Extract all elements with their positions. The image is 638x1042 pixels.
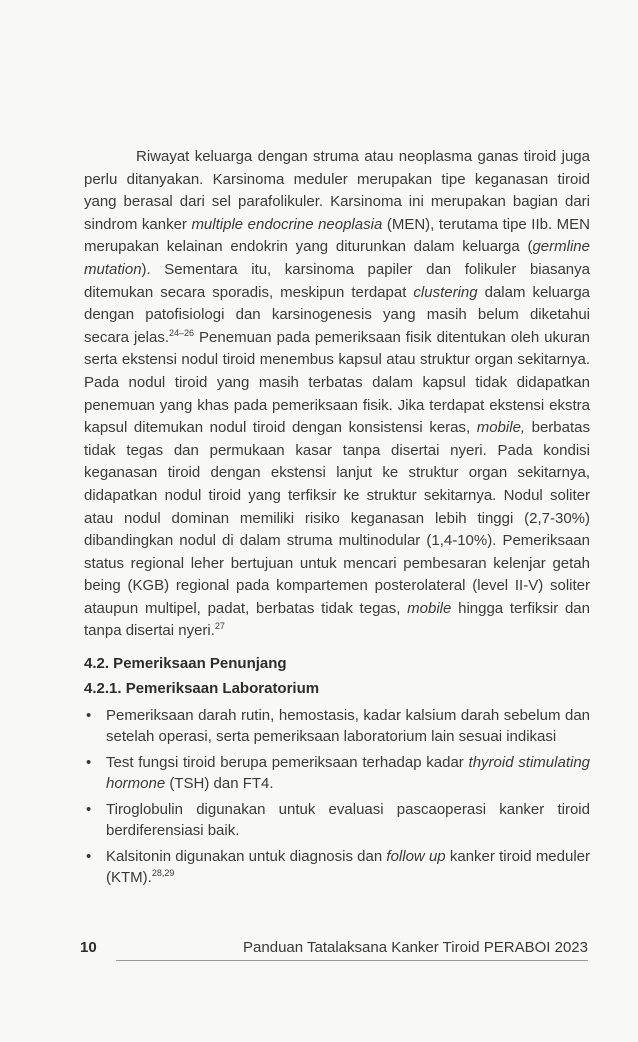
bullet-icon: •: [86, 707, 92, 724]
list-item: [84, 752, 590, 794]
list-item: [84, 799, 590, 841]
list-item-text: (TSH) dan FT4.: [165, 775, 274, 792]
list-item: [84, 705, 590, 747]
running-footer-title: Panduan Tatalaksana Kanker Tiroid PERABOI 2023: [243, 939, 588, 956]
citation-ref: 27: [214, 621, 225, 632]
subsection-heading: 4.2.1. Pemeriksaan Laboratorium: [84, 680, 320, 697]
paragraph-text: hingga terfiksir dan tanpa disertai nyeri.: [84, 599, 590, 640]
paragraph-italic-term: germline mutation: [84, 238, 590, 278]
citation-ref: 24–26: [169, 327, 195, 338]
paragraph-italic-term: mobile,: [476, 419, 526, 437]
paragraph-italic-term: mobile: [407, 599, 452, 617]
section-heading: 4.2. Pemeriksaan Penunjang: [84, 655, 287, 672]
paragraph-text: berbatas tidak tegas dan permukaan kasar tanpa disertai nyeri. Pada kondisi keganasan tiroid dengan ekstensi lanjut ke struktur organ sekitarnya, didapatkan nodul tiroid yang terfiksir ke struktur sekitarnya. Nodul soliter atau nodul dominan memiliki risiko keganasan lebih tinggi (2,7-30%) dibandingkan nodul di dalam struma multinodular (1,4-10%). Pemeriksaan status regional leher bertujuan untuk mencari pembesaran kelenjar getah being (KGB) regional pada kompartemen posterolateral (level II-V) soliter ataupun multipel, padat, berbatas tidak tegas,: [84, 419, 590, 617]
paragraph-italic-term: multiple endocrine neoplasia: [191, 215, 383, 233]
list-item-text: Test fungsi tiroid berupa pemeriksaan terhadap kadar: [106, 754, 469, 771]
list-item-text: Pemeriksaan darah rutin, hemostasis, kadar kalsium darah sebelum dan setelah operasi, serta pemeriksaan laboratorium lain sesuai indikasi: [106, 707, 590, 745]
bullet-list: [84, 705, 590, 893]
list-item-text: Kalsitonin digunakan untuk diagnosis dan: [106, 848, 387, 865]
list-item-text: kanker tiroid meduler (KTM).: [106, 848, 591, 886]
list-item-italic-term: thyroid stimulating hormone: [106, 754, 591, 792]
paragraph-text: dalam keluarga dengan patofisiologi dan karsinogenesis yang masih belum diketahui secara jelas.: [84, 283, 591, 346]
list-item-text: Tiroglobulin digunakan untuk evaluasi pascaoperasi kanker tiroid berdiferensiasi baik.: [106, 801, 590, 839]
list-item-italic-term: follow up: [386, 848, 446, 865]
citation-ref: 28,29: [151, 868, 175, 878]
body-paragraph: [84, 146, 590, 643]
footer-rule: [116, 960, 588, 961]
bullet-icon: •: [86, 754, 92, 771]
bullet-icon: •: [86, 848, 92, 865]
list-item: [84, 846, 590, 888]
paragraph-text: (MEN), terutama tipe IIb. MEN merupakan kelainan endokrin yang diturunkan dalam keluarga (: [84, 215, 590, 256]
paragraph-text: Penemuan pada pemeriksaan fisik ditentukan oleh ukuran serta ekstensi nodul tiroid menembus kapsul atau struktur organ sekitarnya. Pada nodul tiroid yang masih terbatas dalam kapsul tidak didapatkan penemuan yang khas pada pemeriksaan fisik. Jika terdapat ekstensi ekstra kapsul ditemukan nodul tiroid dengan konsistensi keras,: [84, 328, 590, 437]
bullet-icon: •: [86, 801, 92, 818]
paragraph-text: Riwayat keluarga dengan struma atau neoplasma ganas tiroid juga perlu ditanyakan. Karsinoma meduler merupakan tipe keganasan tiroid yang berasal dari sel parafolikuler. Karsinoma ini merupakan bagian dari sindrom kanker: [84, 148, 590, 233]
paragraph-text: ). Sementara itu, karsinoma papiler dan folikuler biasanya ditemukan secara sporadis, meskipun terdapat: [84, 260, 590, 301]
paragraph-italic-term: clustering: [413, 283, 478, 301]
page-number: 10: [80, 939, 97, 956]
